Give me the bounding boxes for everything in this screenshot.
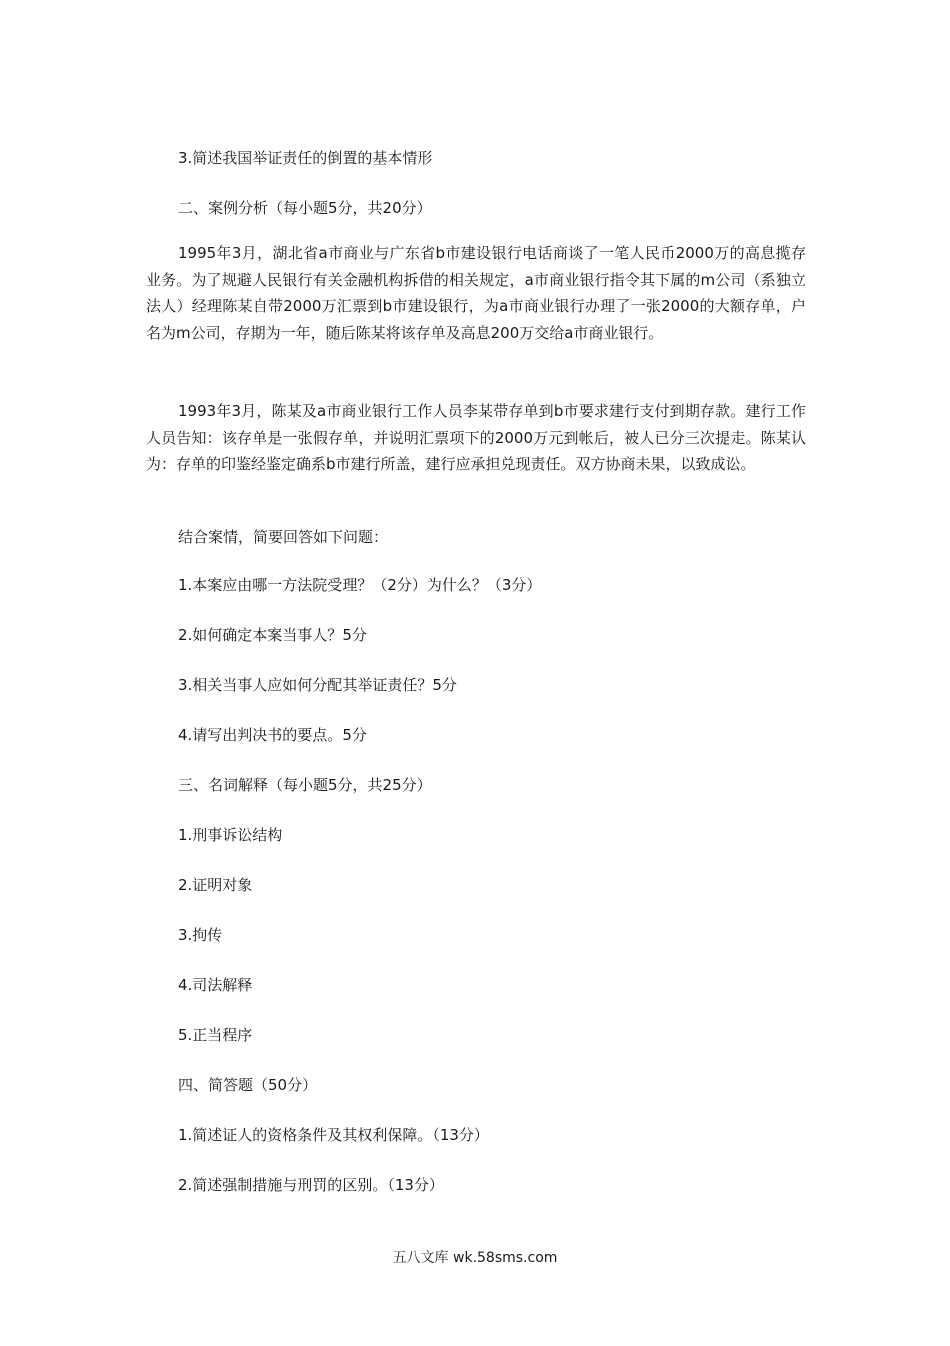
- short-question-2: 2.简述强制措施与刑罚的区别。（13分）: [178, 1176, 444, 1194]
- case-question-2: 2.如何确定本案当事人？5分: [178, 626, 367, 644]
- case-question-3: 3.相关当事人应如何分配其举证责任？5分: [178, 676, 457, 694]
- term-4: 4.司法解释: [178, 976, 253, 994]
- term-1: 1.刑事诉讼结构: [178, 826, 283, 844]
- term-3: 3.拘传: [178, 926, 223, 944]
- term-2: 2.证明对象: [178, 876, 253, 894]
- case-question-1: 1.本案应由哪一方法院受理？（2分）为什么？（3分）: [178, 576, 542, 594]
- case-paragraph-1: 1995年3月，湖北省a市商业与广东省b市建设银行电话商谈了一笔人民币2000万的高息揽存业务。为了规避人民银行有关金融机构拆借的相关规定，a市商业银行指令其下属的m公司（系独立法人）经理陈某自带2000万汇票到b市建设银行，为a市商业银行办理了一张2000的大额存单，户名为m公司，存期为一年，随后陈某将该存单及高息200万交给a市商业银行。: [146, 244, 806, 342]
- case-prompt: 结合案情，简要回答如下问题：: [178, 528, 389, 546]
- case-question-4: 4.请写出判决书的要点。5分: [178, 726, 367, 744]
- section-4-title: 四、简答题（50分）: [178, 1076, 318, 1094]
- term-5: 5.正当程序: [178, 1026, 253, 1044]
- case-paragraph-2: 1993年3月，陈某及a市商业银行工作人员李某带存单到b市要求建行支付到期存款。建行工作人员告知：该存单是一张假存单，并说明汇票项下的2000万元到帐后，被人已分三次提走。陈某认为：存单的印鉴经鉴定确系b市建行所盖，建行应承担兑现责任。双方协商未果，以致成讼。: [146, 402, 806, 473]
- question-prev-3: 3.简述我国举证责任的倒置的基本情形: [178, 149, 433, 167]
- footer-watermark: 五八文库 wk.58sms.com: [392, 1250, 558, 1266]
- section-2-title: 二、案例分析（每小题5分，共20分）: [178, 199, 432, 217]
- section-3-title: 三、名词解释（每小题5分，共25分）: [178, 776, 432, 794]
- short-question-1: 1.简述证人的资格条件及其权利保障。（13分）: [178, 1126, 489, 1144]
